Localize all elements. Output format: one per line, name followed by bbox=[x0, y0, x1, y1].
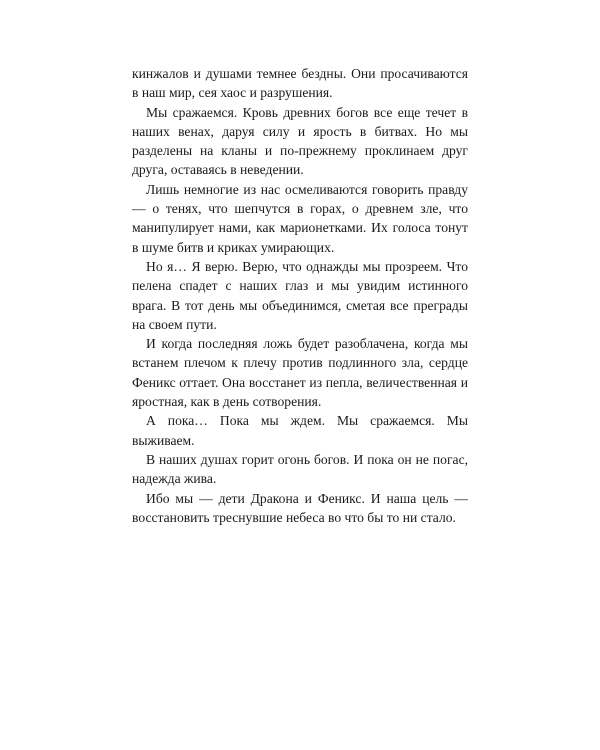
paragraph-2: Мы сражаемся. Кровь древних богов все еще течет в наших венах, даруя силу и ярость в битвах. Но мы разделены на кланы и по-прежнему проклинаем друг друга, оставаясь в неведении. bbox=[132, 104, 468, 178]
paragraph-6: А пока… Пока мы ждем. Мы сражаемся. Мы выживаем. bbox=[132, 413, 468, 448]
paragraph-7: В наших душах горит огонь богов. И пока он не погас, надежда жива. bbox=[132, 451, 468, 487]
body-text bbox=[132, 64, 468, 527]
paragraph-8: Ибо мы — дети Дракона и Феникс. И наша цель — восстановить треснувшие небеса во что бы то ни стало. bbox=[132, 490, 468, 525]
paragraph-5: И когда последняя ложь будет разоблачена, когда мы встанем плечом к плечу против подлинного зла, сердце Феникс оттает. Она восстанет из пепла, величественная и яростная, как в день сотворения. bbox=[132, 336, 468, 410]
paragraph-3: Лишь немногие из нас осмеливаются говорить правду — о тенях, что шепчутся в горах, о древнем зле, что манипулирует нами, как марионетками. Их голоса тонут в шуме битв и криках умирающих. bbox=[132, 181, 468, 255]
paragraph-1: кинжалов и душами темнее бездны. Они просачиваются в наш мир, сея хаос и разрушения. bbox=[132, 66, 468, 101]
paragraph-4: Но я… Я верю. Верю, что однажды мы прозреем. Что пелена спадет с наших глаз и мы увидим истинного врага. В тот день мы объединимся, сметая все преграды на своем пути. bbox=[132, 258, 468, 332]
